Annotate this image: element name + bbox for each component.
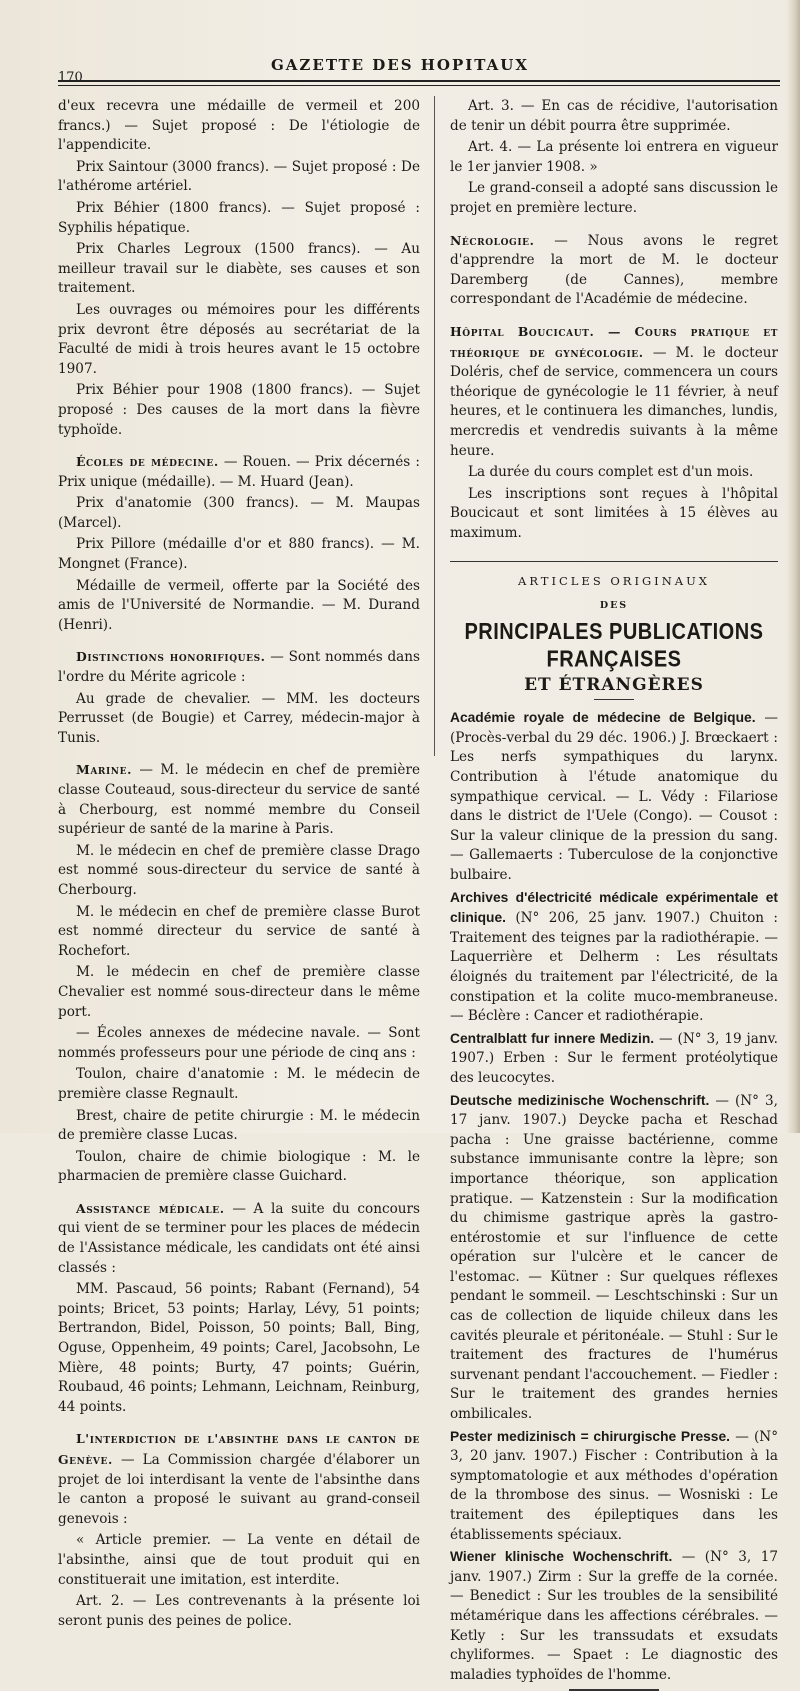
paragraph: Prix Béhier pour 1908 (1800 francs). — Sujet proposé : Des causes de la mort dans la fièvre typhoïde.: [58, 382, 420, 438]
section-heading: Hôpital Boucicaut. — Cours pratique et théorique de gynécologie.: [450, 323, 778, 360]
section-heading: Assistance médicale.: [76, 1200, 225, 1216]
articles-subtitle: ET ÉTRANGÈRES: [524, 674, 704, 695]
section-heading: Nécrologie.: [450, 232, 535, 248]
paragraph: Prix Charles Legroux (1500 francs). — Au meilleur travail sur le diabète, ses causes et son traitement.: [58, 241, 420, 297]
paragraph: Prix Béhier (1800 francs). — Sujet proposé : Syphilis hépatique.: [58, 199, 420, 236]
paragraph: Prix d'anatomie (300 francs). — M. Maupas (Marcel).: [58, 495, 420, 531]
paragraph: M. le médecin en chef de première classe Drago est nommé sous-directeur du service de santé à Cherbourg.: [58, 842, 420, 898]
news-item: Nécrologie. — Nous avons le regret d'apprendre la mort de M. le docteur Daremberg (de Cannes), membre correspondant de l'Académie de médecine.: [450, 232, 778, 308]
paragraph: — Écoles annexes de médecine navale. — Sont nommés professeurs pour une période de cinq ans :: [58, 1025, 420, 1061]
news-item: Assistance médicale. — A la suite du concours qui vient de se terminer pour les places de médecin de l'Assistance médicale, les candidats ont été ainsi classés :: [58, 1200, 420, 1276]
journal-entry: Archives d'électricité médicale expérimentale et clinique. (N° 206, 25 janv. 1907.) Chuiton : Traitement des teignes par la radiothérapie. — Laquerrière et Delherm : Les résultats éloignés du traitement par l'électricité, de la constipation et la colite muco-membraneuse. — Béclère : Cancer et radiothérapie.: [450, 889, 778, 1025]
paragraph: Les ouvrages ou mémoires pour les différents prix devront être déposés au secrétariat de la Faculté de midi à trois heures avant le 15 octobre 1907.: [58, 301, 420, 377]
header-rule: [58, 80, 780, 82]
paragraph: Toulon, chaire d'anatomie : M. le médecin de première classe Regnault.: [58, 1066, 420, 1102]
section-divider: [450, 561, 778, 562]
short-divider: [594, 699, 634, 700]
paragraph: Prix Pillore (médaille d'or et 880 francs). — M. Mongnet (France).: [58, 536, 420, 573]
journal-entry: Académie royale de médecine de Belgique. — (Procès-verbal du 29 déc. 1906.) J. Brœckaert : Les nerfs sympathiques du larynx. Contribution à l'étude anatomique du sympathique cervical. — L. Védy : Filariose dans le district de l'Uele (Congo). — Cousot : Sur la valeur clinique de la pression du sang. — Gallemaerts : Tuberculose de la conjonctive bulbaire.: [450, 710, 778, 883]
section-heading: L'interdiction de l'absinthe dans le canton de Genève.: [58, 1431, 420, 1467]
section-heading: Écoles de médecine.: [76, 454, 219, 470]
journal-name: Wiener klinische Wochenschrift.: [450, 1549, 673, 1565]
news-item: Écoles de médecine. — Rouen. — Prix décernés : Prix unique (médaille). — M. Huard (Jean).: [58, 454, 420, 490]
paragraph: Art. 3. — En cas de récidive, l'autorisation de tenir un débit pourra être supprimée.: [450, 98, 778, 134]
articles-title: PRINCIPALES PUBLICATIONS FRANÇAISES: [464, 619, 764, 673]
journal-entry: Deutsche medizinische Wochenschrift. — (N° 3, 17 janv. 1907.) Deycke pacha et Reschad pacha : Une graisse bactérienne, comme substance immunisante contre la lèpre; son importance théorique, son application pratique. — Katzenstein : Sur la modification du chimisme gastrique après la gastro-entérostomie et sur l'influence de cette opération sur l'ulcère et le cancer de l'estomac. — Kütner : Sur quelques réflexes pendant le sommeil. — Leschtschinski : Sur un cas de collection de liquide chileux dans les cavités pleurale et péritonéale. — Stuhl : Sur le traitement des fractures de l'humérus survenant pendant l'accouchement. — Fiedler : Sur le traitement des grandes hernies ombilicales.: [450, 1092, 778, 1423]
journal-name: Pester medizinisch = chirurgische Presse.: [450, 1428, 730, 1444]
news-item: L'interdiction de l'absinthe dans le canton de Genève. — La Commission chargée d'élaborer un projet de loi interdisant la vente de l'absinthe dans le canton a proposé le suivant au grand-conseil genevois :: [58, 1431, 420, 1527]
section-heading: Distinctions honorifiques.: [76, 649, 266, 665]
paragraph: M. le médecin en chef de première classe Chevalier est nommé sous-directeur dans le même port.: [58, 964, 420, 1020]
journal-name: Archives d'électricité médicale expérimentale et clinique.: [450, 889, 778, 926]
paragraph: MM. Pascaud, 56 points; Rabant (Fernand), 54 points; Bricet, 53 points; Harlay, Lévy, 51 points; Bertrandon, Bidel, Poisson, 50 points; Ball, Bing, Oguse, Oppenheim, 49 points; Carel, Jacobsohn, Le Mière, 48 points; Burty, 47 points; Guérin, Roubaud, 46 points; Lehmann, Leichnam, Reinburg, 44 points.: [58, 1281, 420, 1415]
journal-name: Centralblatt fur innere Medizin.: [450, 1030, 655, 1046]
running-title: GAZETTE DES HOPITAUX: [270, 56, 529, 74]
paragraph: Le grand-conseil a adopté sans discussion le projet en première lecture.: [450, 180, 778, 216]
journal-entry: Wiener klinische Wochenschrift. — (N° 3, 17 janv. 1907.) Zirm : Sur la greffe de la cornée. — Benedict : Sur les troubles de la sensibilité métamérique dans les affections cérébrales. — Ketly : Sur les transsudats et exsudats chyliformes. — Spaet : Le diagnostic des maladies typhoïdes de l'homme.: [450, 1549, 778, 1683]
journal-entry: Pester medizinisch = chirurgische Presse. — (N° 3, 20 janv. 1907.) Fischer : Contribution à la symptomatologie et aux méthodes d'opération de la thrombose des sinus. — Wosniski : Le traitement des épileptiques dans les établissements spéciaux.: [450, 1428, 779, 1543]
section-heading: Marine.: [76, 762, 132, 778]
paragraph: Art. 4. — La présente loi entrera en vigueur le 1er janvier 1908. »: [450, 139, 778, 175]
paragraph: M. le médecin en chef de première classe Burot est nommé directeur du service de santé à Rochefort.: [58, 903, 420, 959]
column-divider: [434, 96, 435, 756]
paragraph: Médaille de vermeil, offerte par la Société des amis de l'Université de Normandie. — M. Durand (Henri).: [58, 577, 420, 633]
page-number: 170: [58, 70, 83, 85]
journal-name: Deutsche medizinische Wochenschrift.: [450, 1092, 710, 1108]
header-rule-thin: [58, 85, 780, 86]
paragraph: Toulon, chaire de chimie biologique : M. le pharmacien de première classe Guichard.: [58, 1148, 420, 1185]
right-column: [450, 97, 778, 1691]
paragraph: d'eux recevra une médaille de vermeil et 200 francs.) — Sujet proposé : De l'étiologie de l'appendicite.: [58, 98, 420, 154]
journal-entry: Centralblatt fur innere Medizin. — (N° 3, 19 janv. 1907.) Erben : Sur le ferment protéolytique des leucocytes.: [450, 1030, 778, 1086]
paragraph: Brest, chaire de petite chirurgie : M. le médecin de première classe Lucas.: [58, 1107, 420, 1144]
news-item: Hôpital Boucicaut. — Cours pratique et théorique de gynécologie. — M. le docteur Doléris, chef de service, commencera un cours théorique de gynécologie le 11 février, à neuf heures, et le continuera les dimanches, lundis, mercredis et vendredis suivants à la même heure.: [450, 323, 778, 459]
articles-des: DES: [599, 600, 629, 612]
paragraph: Les inscriptions sont reçues à l'hôpital Boucicaut et sont limitées à 15 élèves au maximum.: [450, 485, 778, 541]
paragraph: « Article premier. — La vente en détail de l'absinthe, ainsi que de tout produit qui en constituerait une imitation, est interdite.: [58, 1532, 420, 1588]
paragraph: La durée du cours complet est d'un mois.: [468, 464, 754, 481]
news-item: Distinctions honorifiques. — Sont nommés dans l'ordre du Mérite agricole :: [58, 649, 421, 686]
articles-heading: ARTICLES ORIGINAUX: [518, 574, 710, 589]
left-column: [58, 97, 420, 1633]
page-edge: [786, 0, 800, 1133]
paragraph: Art. 2. — Les contrevenants à la présente loi seront punis des peines de police.: [58, 1593, 420, 1629]
news-item: Marine. — M. le médecin en chef de première classe Couteaud, sous-directeur du service de santé à Cherbourg, est nommé membre du Conseil supérieur de santé de la marine à Paris.: [58, 762, 420, 838]
paragraph: Au grade de chevalier. — MM. les docteurs Perrusset (de Bougie) et Carrey, médecin-major à Tunis.: [58, 690, 420, 746]
paragraph: Prix Saintour (3000 francs). — Sujet proposé : De l'athérome artériel.: [58, 158, 420, 195]
journal-name: Académie royale de médecine de Belgique.: [450, 710, 756, 726]
